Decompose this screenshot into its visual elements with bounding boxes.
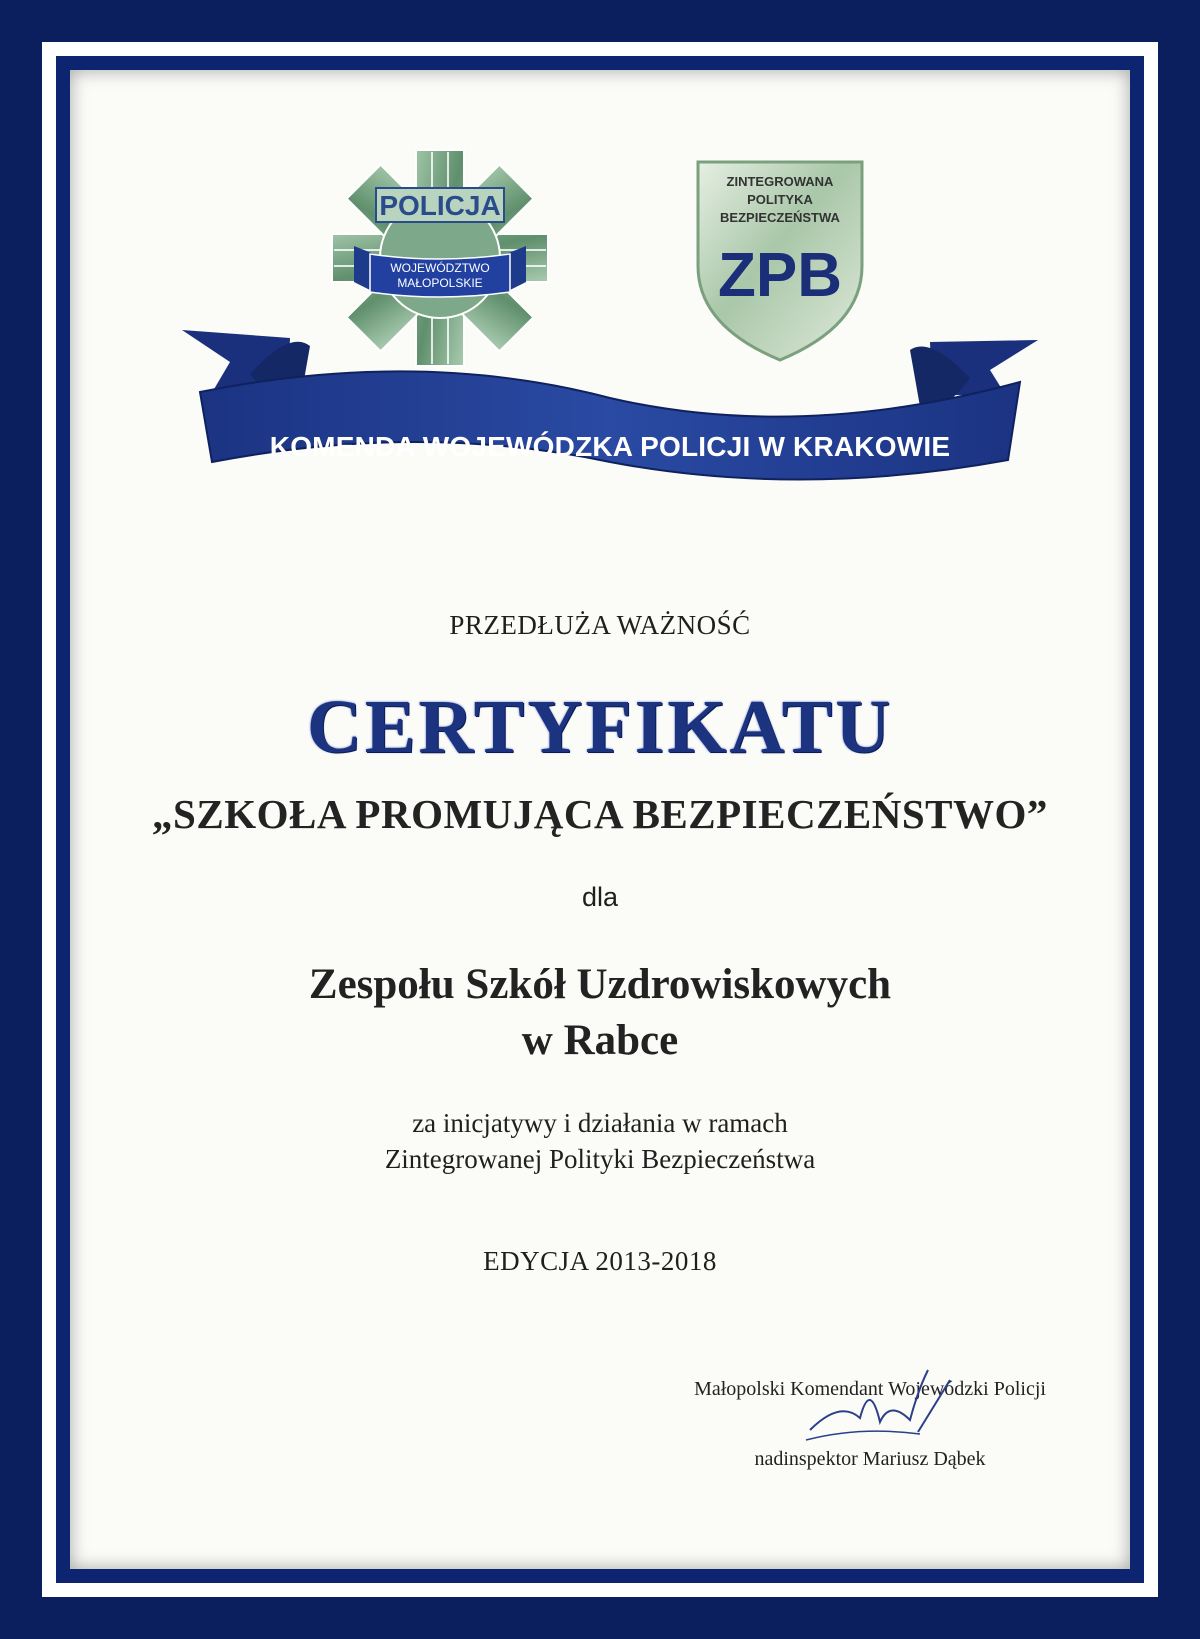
program-name: „SZKOŁA PROMUJĄCA BEZPIECZEŃSTWO” bbox=[152, 791, 1048, 837]
police-region-line1: WOJEWÓDZTWO bbox=[390, 261, 490, 275]
zpb-line1: ZINTEGROWANA bbox=[726, 174, 834, 189]
certificate-title: CERTYFIKATU bbox=[306, 685, 894, 769]
police-region-line2: MAŁOPOLSKIE bbox=[397, 276, 483, 290]
for-label: dla bbox=[581, 882, 619, 912]
zpb-line2: POLITYKA bbox=[747, 192, 813, 207]
signatory-name: nadinspektor Mariusz Dąbek bbox=[754, 1448, 986, 1470]
recipient-line1: Zespołu Szkół Uzdrowiskowych bbox=[308, 961, 892, 1008]
zpb-acronym: ZPB bbox=[718, 241, 842, 310]
banner-title: KOMENDA WOJEWÓDZKA POLICJI W KRAKOWIE bbox=[269, 431, 951, 462]
prolong-text: PRZEDŁUŻA WAŻNOŚĆ bbox=[449, 610, 751, 640]
signatory-title: Małopolski Komendant Wojewódzki Policji bbox=[694, 1378, 1046, 1400]
zpb-line3: BEZPIECZEŃSTWA bbox=[720, 210, 840, 225]
banner-ribbon bbox=[170, 322, 1050, 502]
police-word: POLICJA bbox=[379, 190, 501, 221]
handwritten-signature bbox=[800, 1360, 970, 1450]
edition-text: EDYCJA 2013-2018 bbox=[483, 1246, 717, 1276]
description-line2: Zintegrowanej Polityki Bezpieczeństwa bbox=[384, 1144, 816, 1174]
recipient-line2: w Rabce bbox=[521, 1017, 679, 1064]
description-line1: za inicjatywy i działania w ramach bbox=[412, 1108, 788, 1138]
